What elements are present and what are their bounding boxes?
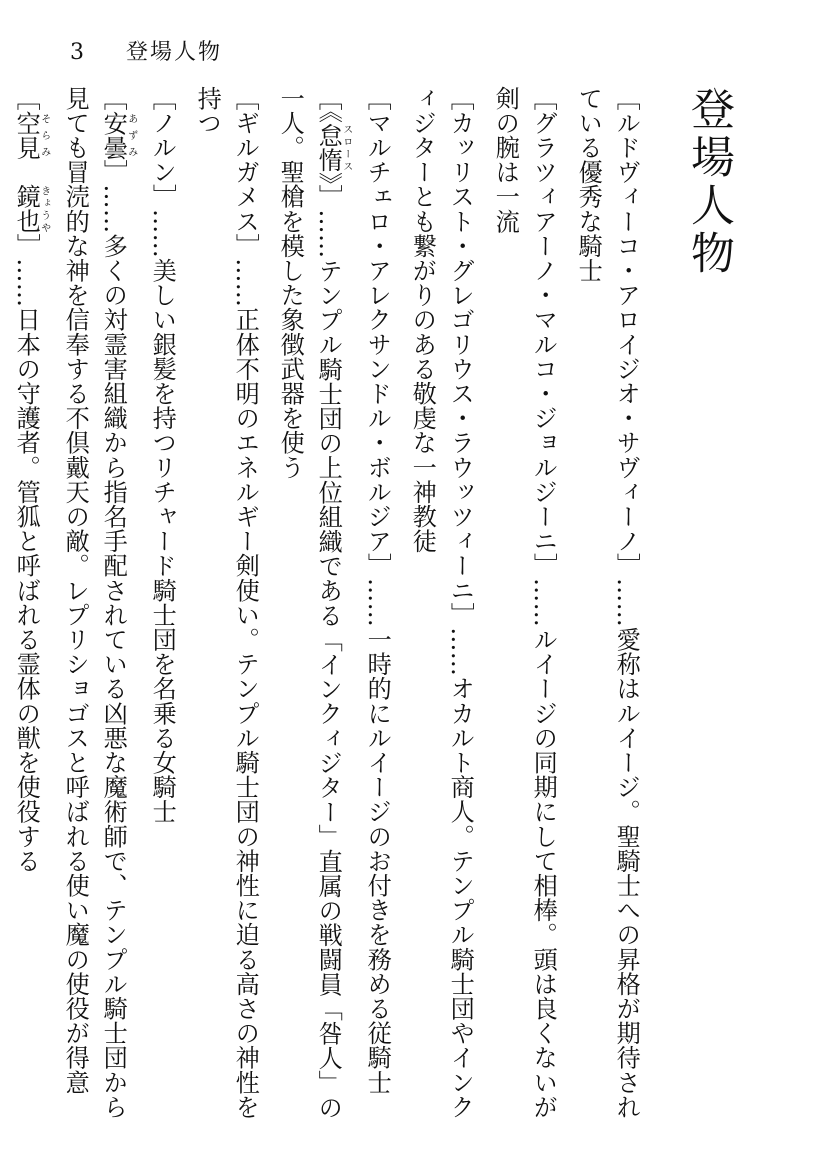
ruby-base: 安曇 [99, 110, 128, 160]
character-entry [358, 86, 396, 1126]
character-entry [7, 86, 49, 1126]
character-name: ［カッリスト・グレゴリウス・ラウッツィーニ］ [446, 86, 475, 628]
character-name [314, 86, 352, 210]
name-bracket-open: ［ [12, 86, 41, 111]
character-entry [188, 86, 264, 1126]
ruby-reading: あずみ [125, 110, 137, 160]
character-name: ［ギルガメス］ [231, 86, 260, 259]
character-description: ……オカルト商人。テンプル騎士団やインクィジターとも繋がりのある敬虔な一神教徒 [408, 86, 475, 1120]
ruby-reading: スロース [340, 123, 352, 173]
name-ruby [314, 123, 352, 173]
character-description: ……愛称はルイージ。聖騎士への昇格が期待されている優秀な騎士 [574, 86, 641, 1120]
name-ruby [12, 110, 50, 160]
name-space [12, 160, 40, 185]
character-name: ［ノルン］ [148, 86, 177, 209]
name-ruby [99, 110, 137, 160]
ruby-base: 怠惰 [314, 123, 343, 173]
running-header [70, 38, 222, 68]
ruby-base: 鏡也 [12, 184, 41, 234]
name-ruby [12, 184, 50, 234]
ruby-base: 空見 [12, 110, 41, 160]
character-entry [569, 86, 645, 1126]
character-description: ……正体不明のエネルギー剣使い。テンプル騎士団の神性に迫る高さの神性を持つ [193, 86, 260, 1120]
character-entry [56, 86, 136, 1126]
character-description: ……ルイージの同期にして相棒。頭は良くないが剣の腕は一流 [491, 86, 558, 1120]
character-description: ……美しい銀髪を持つリチャード騎士団を名乗る女騎士 [148, 209, 177, 824]
character-entry [403, 86, 479, 1126]
character-description: ……日本の守護者。管狐と呼ばれる霊体の獣を使役する [12, 258, 41, 874]
character-name: ［ルドヴィーコ・アロイジオ・サヴィーノ］ [612, 86, 641, 578]
character-description: ……多くの対霊害組織から指名手配されている凶悪な魔術師で、テンプル騎士団から見ても冒涜的な神を信奉する不倶戴天の敵。レプリショゴスと呼ばれる使い魔の使役が得意 [61, 86, 128, 1120]
ruby-reading: そらみ [38, 110, 50, 160]
character-entry [486, 86, 562, 1126]
character-description: ……テンプル騎士団の上位組織である「インクィジター」直属の戦闘員「咎人」の一人。聖槍を模した象徴武器を使う [276, 86, 343, 1120]
name-bracket-open: ［《 [314, 86, 343, 124]
character-name: ［グラツィアーノ・マルコ・ジョルジーニ］ [529, 86, 558, 578]
name-bracket-close: ］ [99, 159, 128, 185]
character-entry [143, 86, 181, 1126]
character-name [12, 86, 50, 259]
name-bracket-open: ［ [99, 86, 128, 111]
chapter-title: 登場人物 [683, 86, 734, 278]
character-name [99, 86, 137, 185]
character-name: ［マルチェロ・アレクサンドル・ボルジア］ [363, 86, 392, 578]
character-entry [271, 86, 351, 1126]
running-title: 登場人物 [126, 40, 223, 65]
name-bracket-close: ］ [12, 233, 41, 259]
name-bracket-close: 》］ [314, 172, 343, 210]
character-description: ……一時的にルイージのお付きを務める従騎士 [363, 578, 392, 1095]
ruby-reading: きょうや [38, 184, 50, 234]
page-number: 3 [70, 40, 84, 65]
character-list-page [12, 86, 734, 1126]
